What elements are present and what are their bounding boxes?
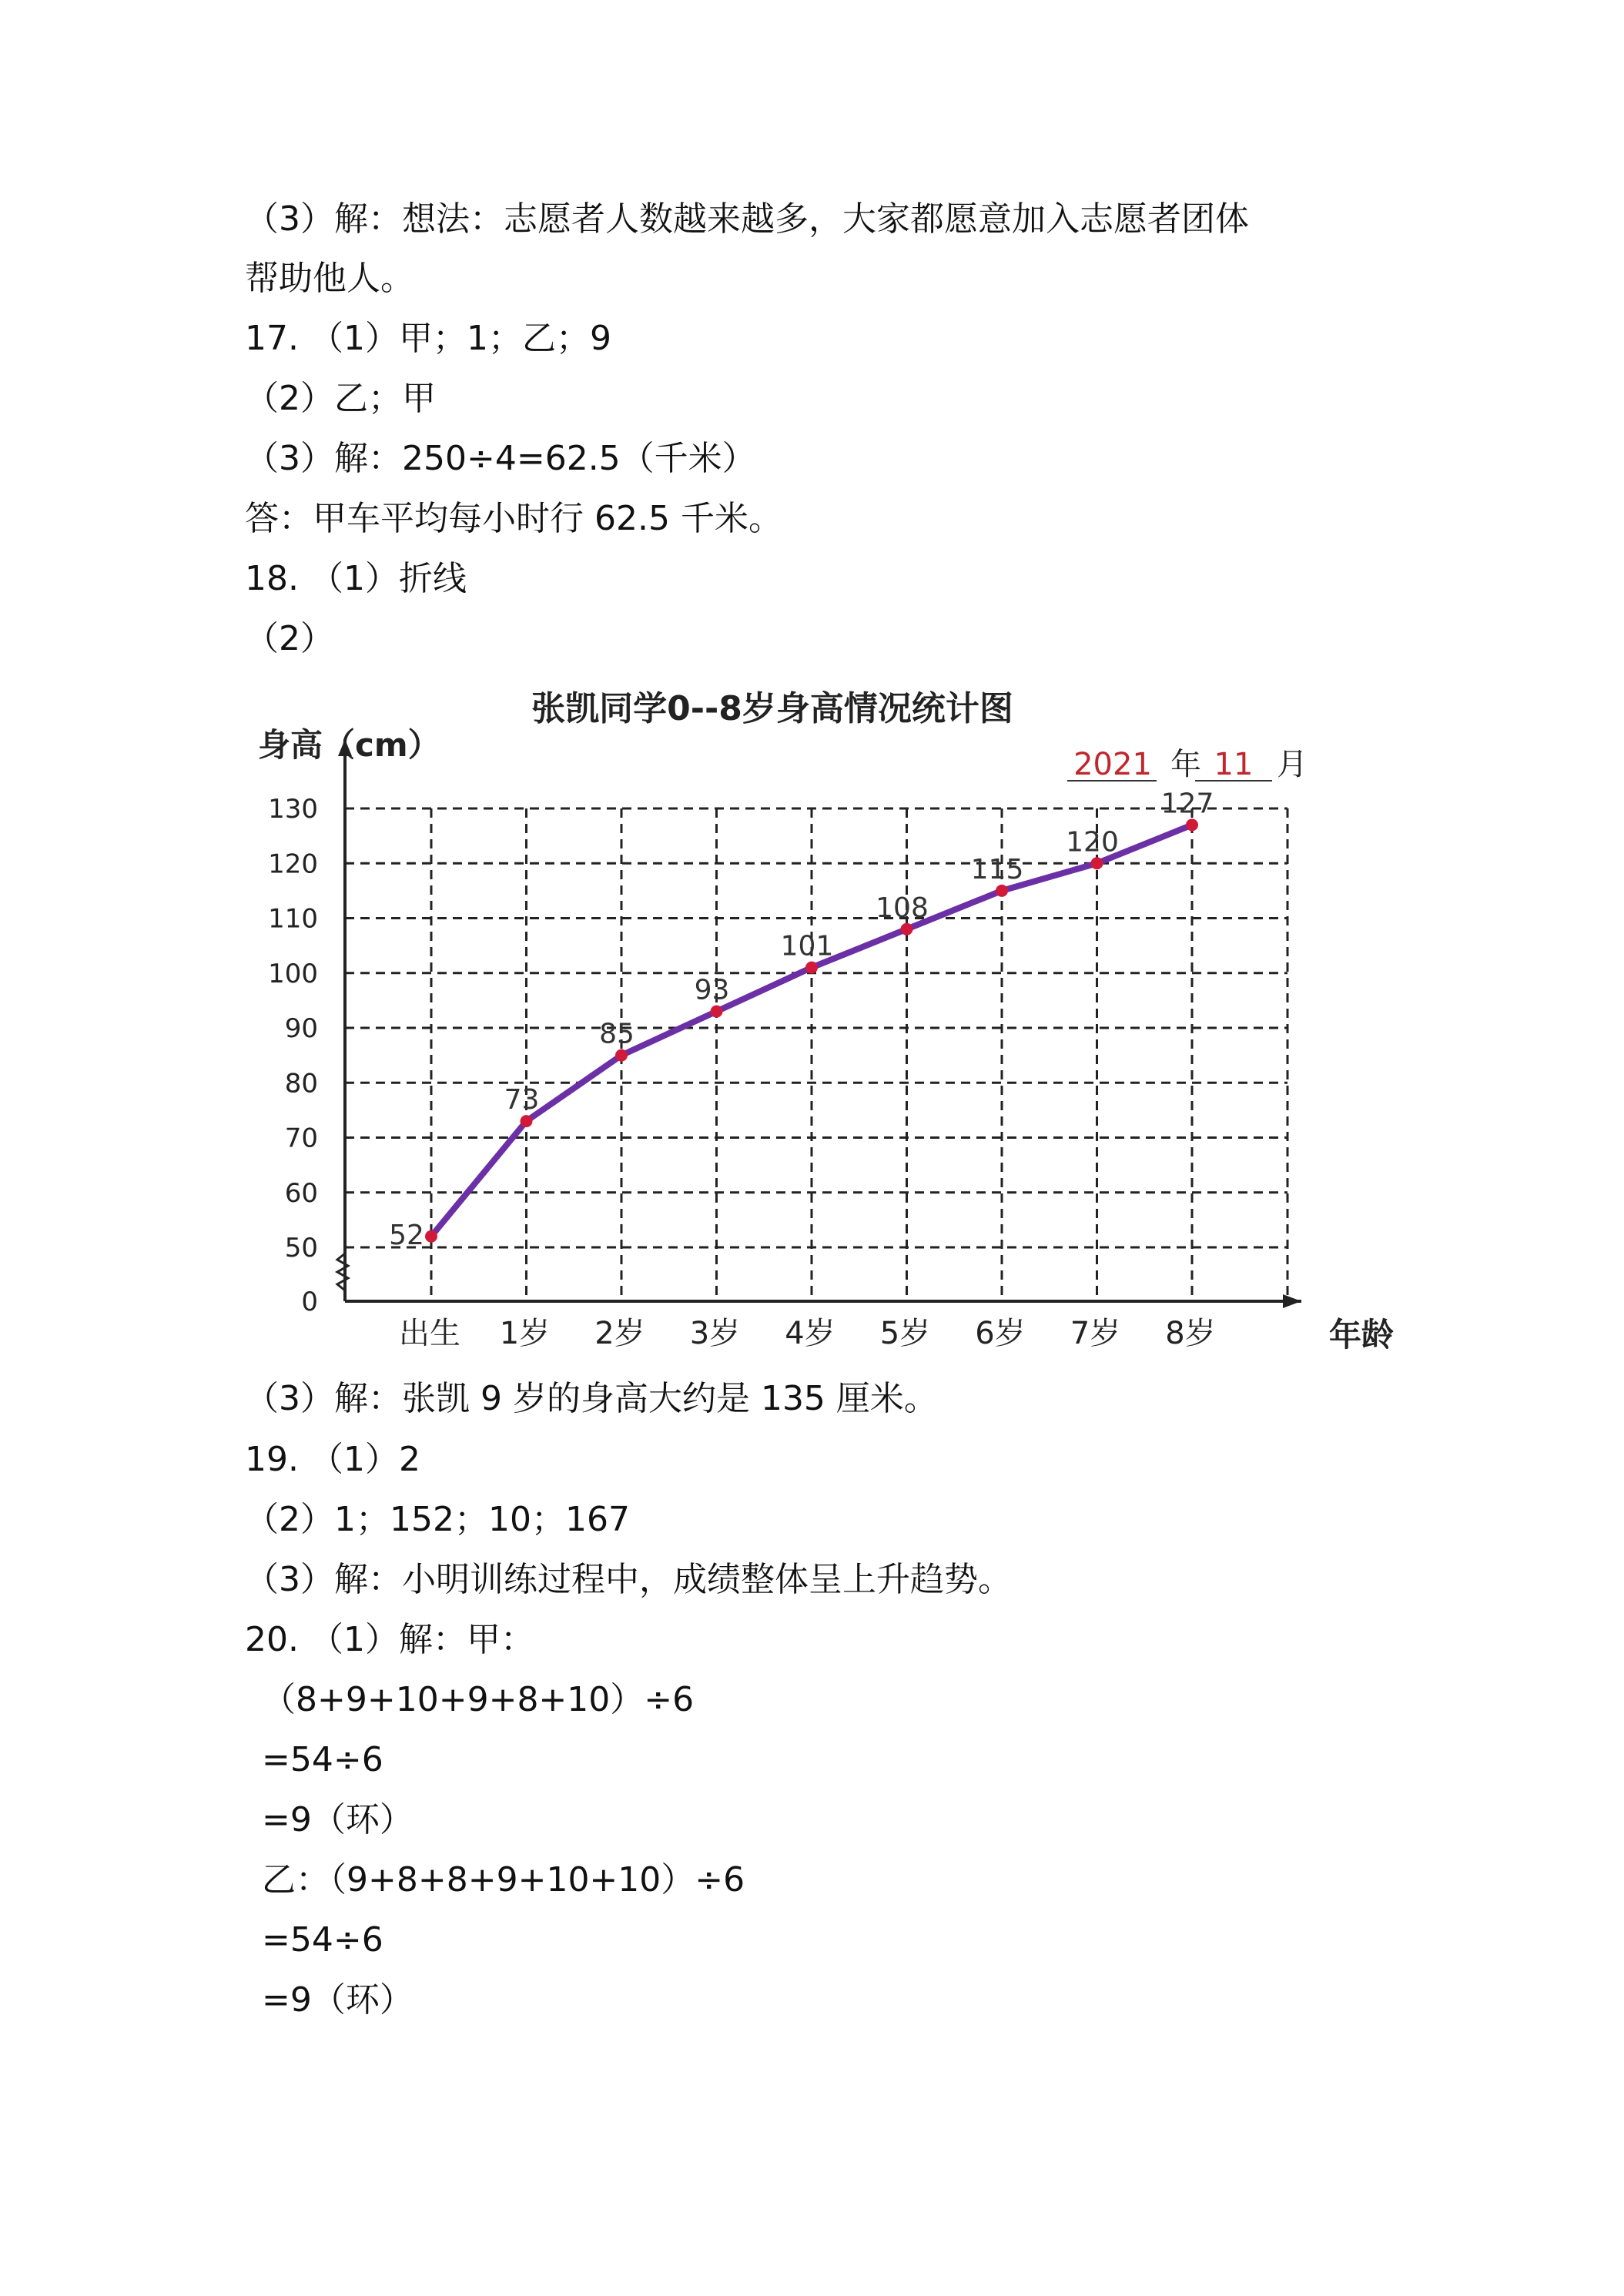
data-point: [521, 1115, 533, 1127]
x-tick-label: 1岁: [499, 1316, 551, 1351]
answer-line-20-1: 20. （1）解：甲：: [245, 1620, 534, 1659]
x-tick-label: 4岁: [785, 1316, 835, 1351]
x-tick-label: 7岁: [1070, 1316, 1121, 1351]
data-label: 93: [694, 974, 730, 1006]
date-month-suffix: 月: [1277, 747, 1308, 782]
data-label: 115: [970, 853, 1024, 885]
data-label: 85: [599, 1018, 635, 1050]
chart-axes: [337, 739, 1301, 1308]
data-label: 108: [876, 892, 929, 924]
data-label: 101: [780, 930, 834, 962]
answer-line-16-3-cont: 帮助他人。: [245, 259, 414, 298]
data-point: [1186, 818, 1198, 831]
chart-grid: [345, 808, 1287, 1301]
data-point: [425, 1230, 437, 1243]
answer-line-19-3: （3）解：小明训练过程中，成绩整体呈上升趋势。: [245, 1560, 1012, 1599]
data-label: 52: [389, 1219, 424, 1251]
x-tick-label: 6岁: [975, 1316, 1026, 1351]
calc-line-1: （8+9+10+9+8+10）÷6: [262, 1680, 695, 1719]
answer-line-17-2: （2）乙；甲: [245, 379, 436, 418]
y-tick-label: 100: [268, 958, 318, 989]
y-tick-label: 80: [284, 1068, 318, 1099]
x-tick-label: 5岁: [879, 1316, 931, 1351]
chart-title: 张凯同学0--8岁身高情况统计图: [531, 689, 1013, 728]
calc-line-6: =9（环）: [262, 1980, 414, 2020]
answer-line-17-3: （3）解：250÷4=62.5（千米）: [245, 439, 756, 478]
y-axis-label: 身高（cm）: [258, 726, 440, 764]
x-tick-label: 8岁: [1165, 1316, 1216, 1351]
y-tick-label: 0: [301, 1287, 318, 1317]
answer-line-19-1: 19. （1）2: [245, 1440, 420, 1479]
calc-line-5: =54÷6: [262, 1920, 383, 1960]
answer-line-18-1: 18. （1）折线: [245, 559, 467, 598]
calc-line-4: 乙：（9+8+8+9+10+10）÷6: [262, 1860, 745, 1899]
date-year: 2021: [1073, 747, 1152, 782]
data-label: 127: [1160, 788, 1214, 820]
y-tick-label: 120: [268, 848, 318, 880]
answer-line-17-answer: 答：甲车平均每小时行 62.5 千米。: [245, 499, 782, 538]
answer-line-17-1: 17. （1）甲；1；乙；9: [245, 319, 611, 358]
data-point: [615, 1049, 628, 1062]
date-year-suffix: 年: [1170, 747, 1201, 782]
data-point: [996, 885, 1008, 897]
y-tick-label: 60: [284, 1177, 318, 1209]
x-axis-arrow: [1283, 1294, 1301, 1308]
chart-labels: [258, 689, 1394, 1354]
data-label: 73: [504, 1084, 540, 1116]
x-axis-label: 年龄: [1329, 1316, 1395, 1354]
calc-line-2: =54÷6: [262, 1740, 383, 1779]
x-tick-label: 出生: [399, 1316, 460, 1351]
answer-line-18-2: （2）: [245, 619, 334, 658]
answer-line-19-2: （2）1；152；10；167: [245, 1500, 630, 1539]
y-tick-label: 90: [284, 1013, 318, 1044]
y-tick-label: 110: [268, 903, 318, 935]
y-tick-label: 70: [284, 1123, 318, 1154]
date-month: 11: [1214, 747, 1254, 782]
answer-line-18-3: （3）解：张凯 9 岁的身高大约是 135 厘米。: [245, 1379, 938, 1418]
data-point: [711, 1006, 723, 1018]
y-tick-label: 50: [284, 1233, 318, 1263]
data-point: [805, 962, 818, 974]
data-point: [1091, 857, 1103, 869]
answer-line-16-3: （3）解：想法：志愿者人数越来越多，大家都愿意加入志愿者团体: [245, 199, 1249, 239]
calc-line-3: =9（环）: [262, 1800, 414, 1839]
data-label: 120: [1066, 826, 1119, 858]
data-point: [901, 923, 913, 935]
y-tick-label: 130: [268, 794, 318, 825]
x-tick-label: 3岁: [689, 1316, 741, 1351]
x-tick-label: 2岁: [594, 1316, 645, 1351]
